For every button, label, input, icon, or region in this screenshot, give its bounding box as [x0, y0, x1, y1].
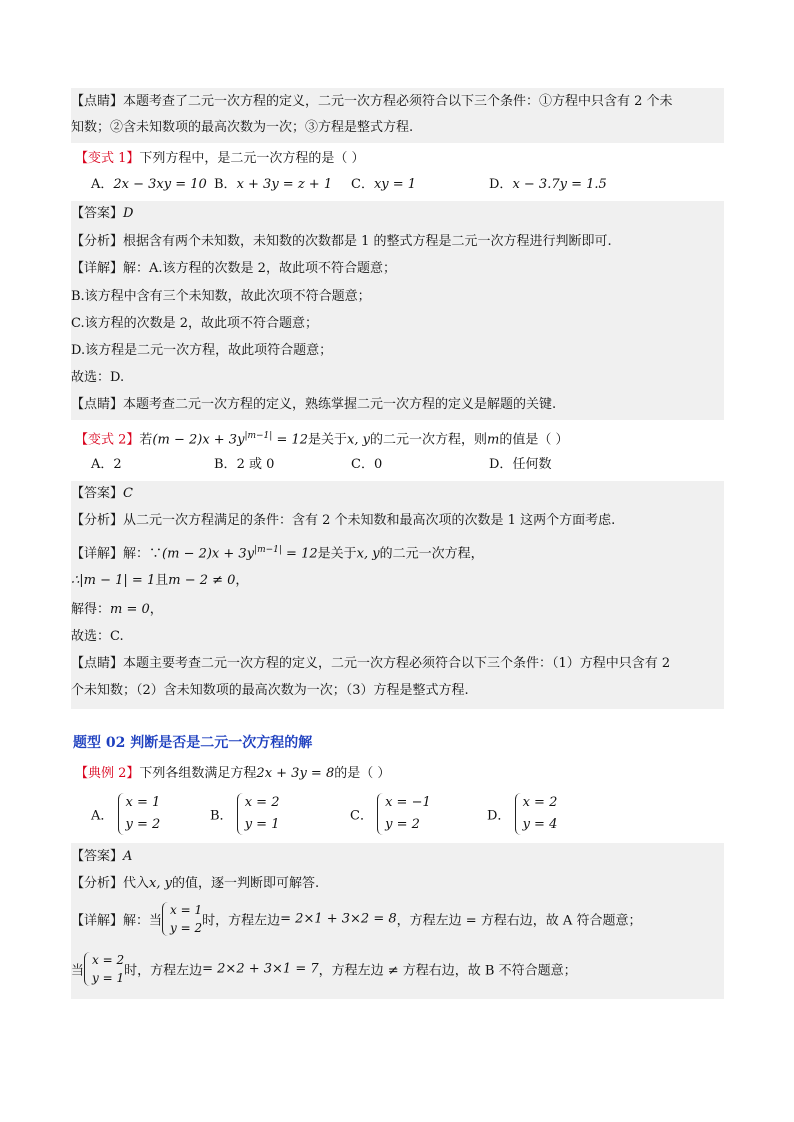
- equation-system: x = 2 y = 1: [237, 792, 280, 836]
- bianshi2-answer: 【答案】C: [71, 486, 133, 501]
- bianshi1-answer: 【答案】D: [71, 206, 134, 221]
- bianshi1-detail-3: C.该方程的次数是 2，故此项不符合题意；: [71, 316, 319, 331]
- bianshi1-solution-block: [71, 201, 724, 420]
- bianshi2-option-c: C．0: [351, 457, 383, 472]
- bianshi2-detail-4: 故选：C.: [71, 629, 124, 644]
- bianshi1-option-c: C．xy = 1: [351, 177, 417, 192]
- dianli2-analysis: 【分析】代入x, y的值，逐一判断即可解答.: [71, 876, 320, 891]
- equation-system: x = −1 y = 2: [377, 792, 431, 836]
- dianli2-option-d: D． x = 2 y = 4: [487, 792, 557, 836]
- equation-system: x = 2 y = 1: [84, 951, 124, 987]
- bianshi2-option-a: A．2: [91, 457, 122, 472]
- equation-system: x = 1 y = 2: [118, 792, 161, 836]
- bianshi1-option-b: B．x + 3y = z + 1: [214, 177, 333, 192]
- bianshi1-dianqing: 【点睛】本题考查二元一次方程的定义，熟练掌握二元一次方程的定义是解题的关键.: [71, 397, 557, 412]
- bianshi1-detail-2: B.该方程中含有三个未知数，故此次项不符合题意；: [71, 289, 371, 304]
- bianshi1-detail-5: 故选：D.: [71, 370, 125, 385]
- bianshi1-option-d: D．x − 3.7y = 1.5: [489, 177, 607, 192]
- dianli2-detail-2: 当 x = 2 y = 1 时，方程左边= 2×2 + 3×1 = 7，方程左边 ≠ 方程右边，故 B 不符合题意；: [71, 953, 577, 985]
- bianshi2-stem: 【变式 2】若$(m - 2)x + 3y^{|m-1|} = 12$是关于x, y的二元一次方程，则m的值是（ ）: [75, 431, 569, 448]
- bianshi2-analysis: 【分析】从二元一次方程满足的条件：含有 2 个未知数和最高次项的次数是 1 这两个方面考虑.: [71, 513, 616, 528]
- dianli2-answer: 【答案】A: [71, 849, 133, 864]
- dianqing-line-1: 【点睛】本题考查了二元一次方程的定义，二元一次方程必须符合以下三个条件：①方程中只含有 2 个未: [71, 94, 673, 109]
- bianshi1-option-a: A．2x − 3xy = 10: [91, 177, 207, 192]
- dianli2-detail-1: 【详解】解：当 x = 1 y = 2 时，方程左边= 2×1 + 3×2 = 8，方程左边 = 方程右边，故 A 符合题意；: [71, 903, 642, 935]
- dianqing-line-2: 知数；②含未知数项的最高次数为一次；③方程是整式方程.: [71, 120, 414, 135]
- equation-system: x = 2 y = 4: [515, 792, 558, 836]
- dianli2-option-b: B． x = 2 y = 1: [210, 792, 279, 836]
- dianli2-option-c: C． x = −1 y = 2: [350, 792, 431, 836]
- bianshi2-detail-3: 解得：m = 0，: [71, 602, 163, 617]
- bianshi2-dianqing-1: 【点睛】本题主要考查二元一次方程的定义，二元一次方程必须符合以下三个条件：（1）方程中只含有 2: [71, 656, 671, 671]
- bianshi1-analysis: 【分析】根据含有两个未知数，未知数的次数都是 1 的整式方程是二元一次方程进行判断即可.: [71, 234, 612, 249]
- bianshi1-stem: 【变式 1】下列方程中，是二元一次方程的是（ ）: [75, 151, 365, 166]
- bianshi1-detail-1: 【详解】解：A.该方程的次数是 2，故此项不符合题意；: [71, 261, 396, 276]
- dianli2-stem: 【典例 2】下列各组数满足方程2x + 3y = 8的是（ ）: [75, 766, 391, 781]
- bianshi2-detail-2: ∴|m − 1| = 1且m − 2 ≠ 0，: [71, 573, 249, 588]
- dianli2-option-a: A． x = 1 y = 2: [91, 792, 160, 836]
- bianshi2-solution-block: [71, 481, 724, 709]
- bianshi2-detail-1: 【详解】解：∵(m − $2)x + 3y^{|m-1|} = 12$是关于x, y的二元一次方程，: [71, 545, 484, 562]
- section-heading: 题型 02 判断是否是二元一次方程的解: [73, 735, 313, 751]
- dianli2-solution-block: [71, 843, 724, 999]
- bianshi1-detail-4: D.该方程是二元一次方程，故此项符合题意；: [71, 343, 333, 358]
- equation-system: x = 1 y = 2: [162, 901, 202, 937]
- bianshi2-option-b: B．2 或 0: [214, 457, 275, 472]
- dianqing-block-1: [71, 88, 724, 143]
- bianshi2-dianqing-2: 个未知数；（2）含未知数项的最高次数为一次；（3）方程是整式方程.: [71, 683, 469, 698]
- bianshi2-option-d: D．任何数: [489, 457, 552, 472]
